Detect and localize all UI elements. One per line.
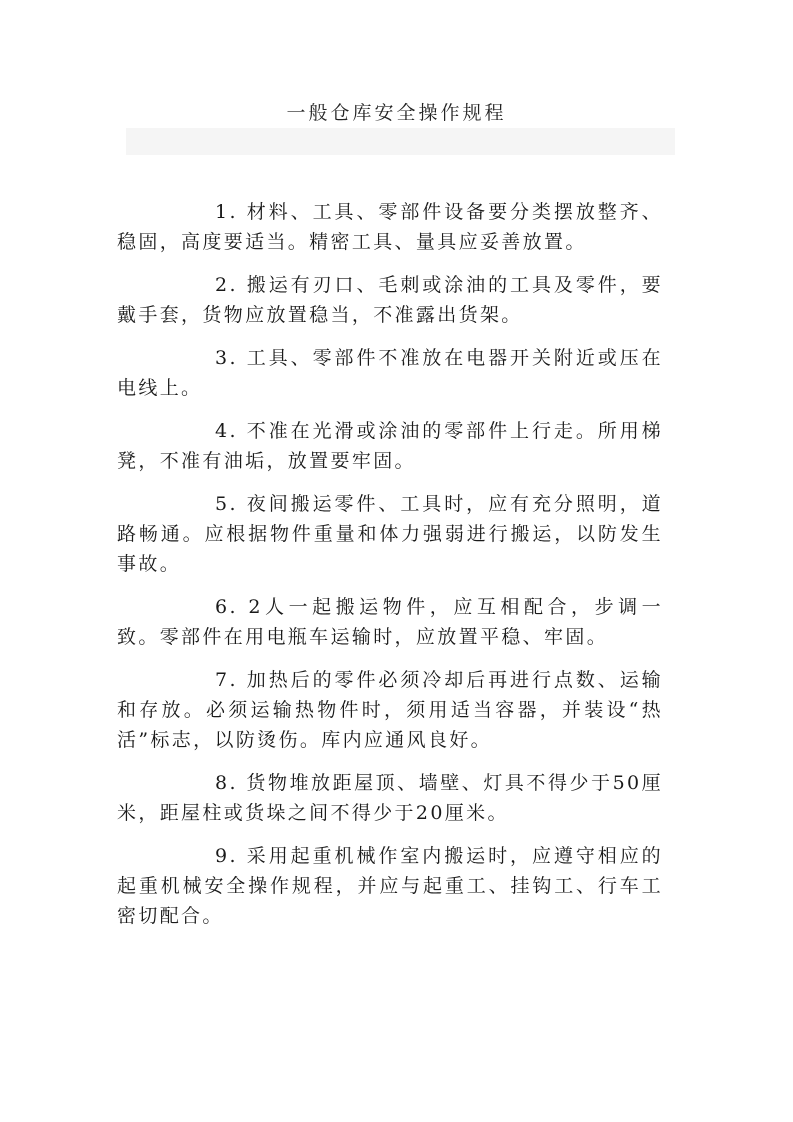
rule-paragraph-8: 8. 货物堆放距屋顶、墙壁、灯具不得少于50厘米，距屋柱或货垛之间不得少于20厘米。: [117, 772, 663, 824]
rule-paragraph-1: 1. 材料、工具、零部件设备要分类摆放整齐、稳固，高度要适当。精密工具、量具应妥善放置。: [117, 201, 663, 253]
rule-paragraph-4: 4. 不准在光滑或涂油的零部件上行走。所用梯凳，不准有油垢，放置要牢固。: [117, 420, 663, 472]
page-title: 一般仓库安全操作规程: [286, 102, 507, 124]
title-shaded-bar: [126, 128, 675, 155]
rule-paragraph-7: 7. 加热后的零件必须冷却后再进行点数、运输和存放。必须运输热物件时，须用适当容器，并装设“热活”标志，以防烫伤。库内应通风良好。: [117, 669, 663, 751]
rule-paragraph-9: 9. 采用起重机械作室内搬运时，应遵守相应的起重机械安全操作规程，并应与起重工、挂钩工、行车工密切配合。: [117, 845, 663, 927]
document-body: [117, 197, 663, 944]
rule-paragraph-2: 2. 搬运有刃口、毛刺或涂油的工具及零件，要戴手套，货物应放置稳当，不准露出货架。: [117, 274, 663, 326]
rule-paragraph-3: 3. 工具、零部件不准放在电器开关附近或压在电线上。: [117, 347, 663, 399]
rule-paragraph-6: 6. 2人一起搬运物件，应互相配合，步调一致。零部件在用电瓶车运输时，应放置平稳、牢固。: [117, 596, 663, 648]
rule-paragraph-5: 5. 夜间搬运零件、工具时，应有充分照明，道路畅通。应根据物件重量和体力强弱进行搬运，以防发生事故。: [117, 493, 663, 575]
